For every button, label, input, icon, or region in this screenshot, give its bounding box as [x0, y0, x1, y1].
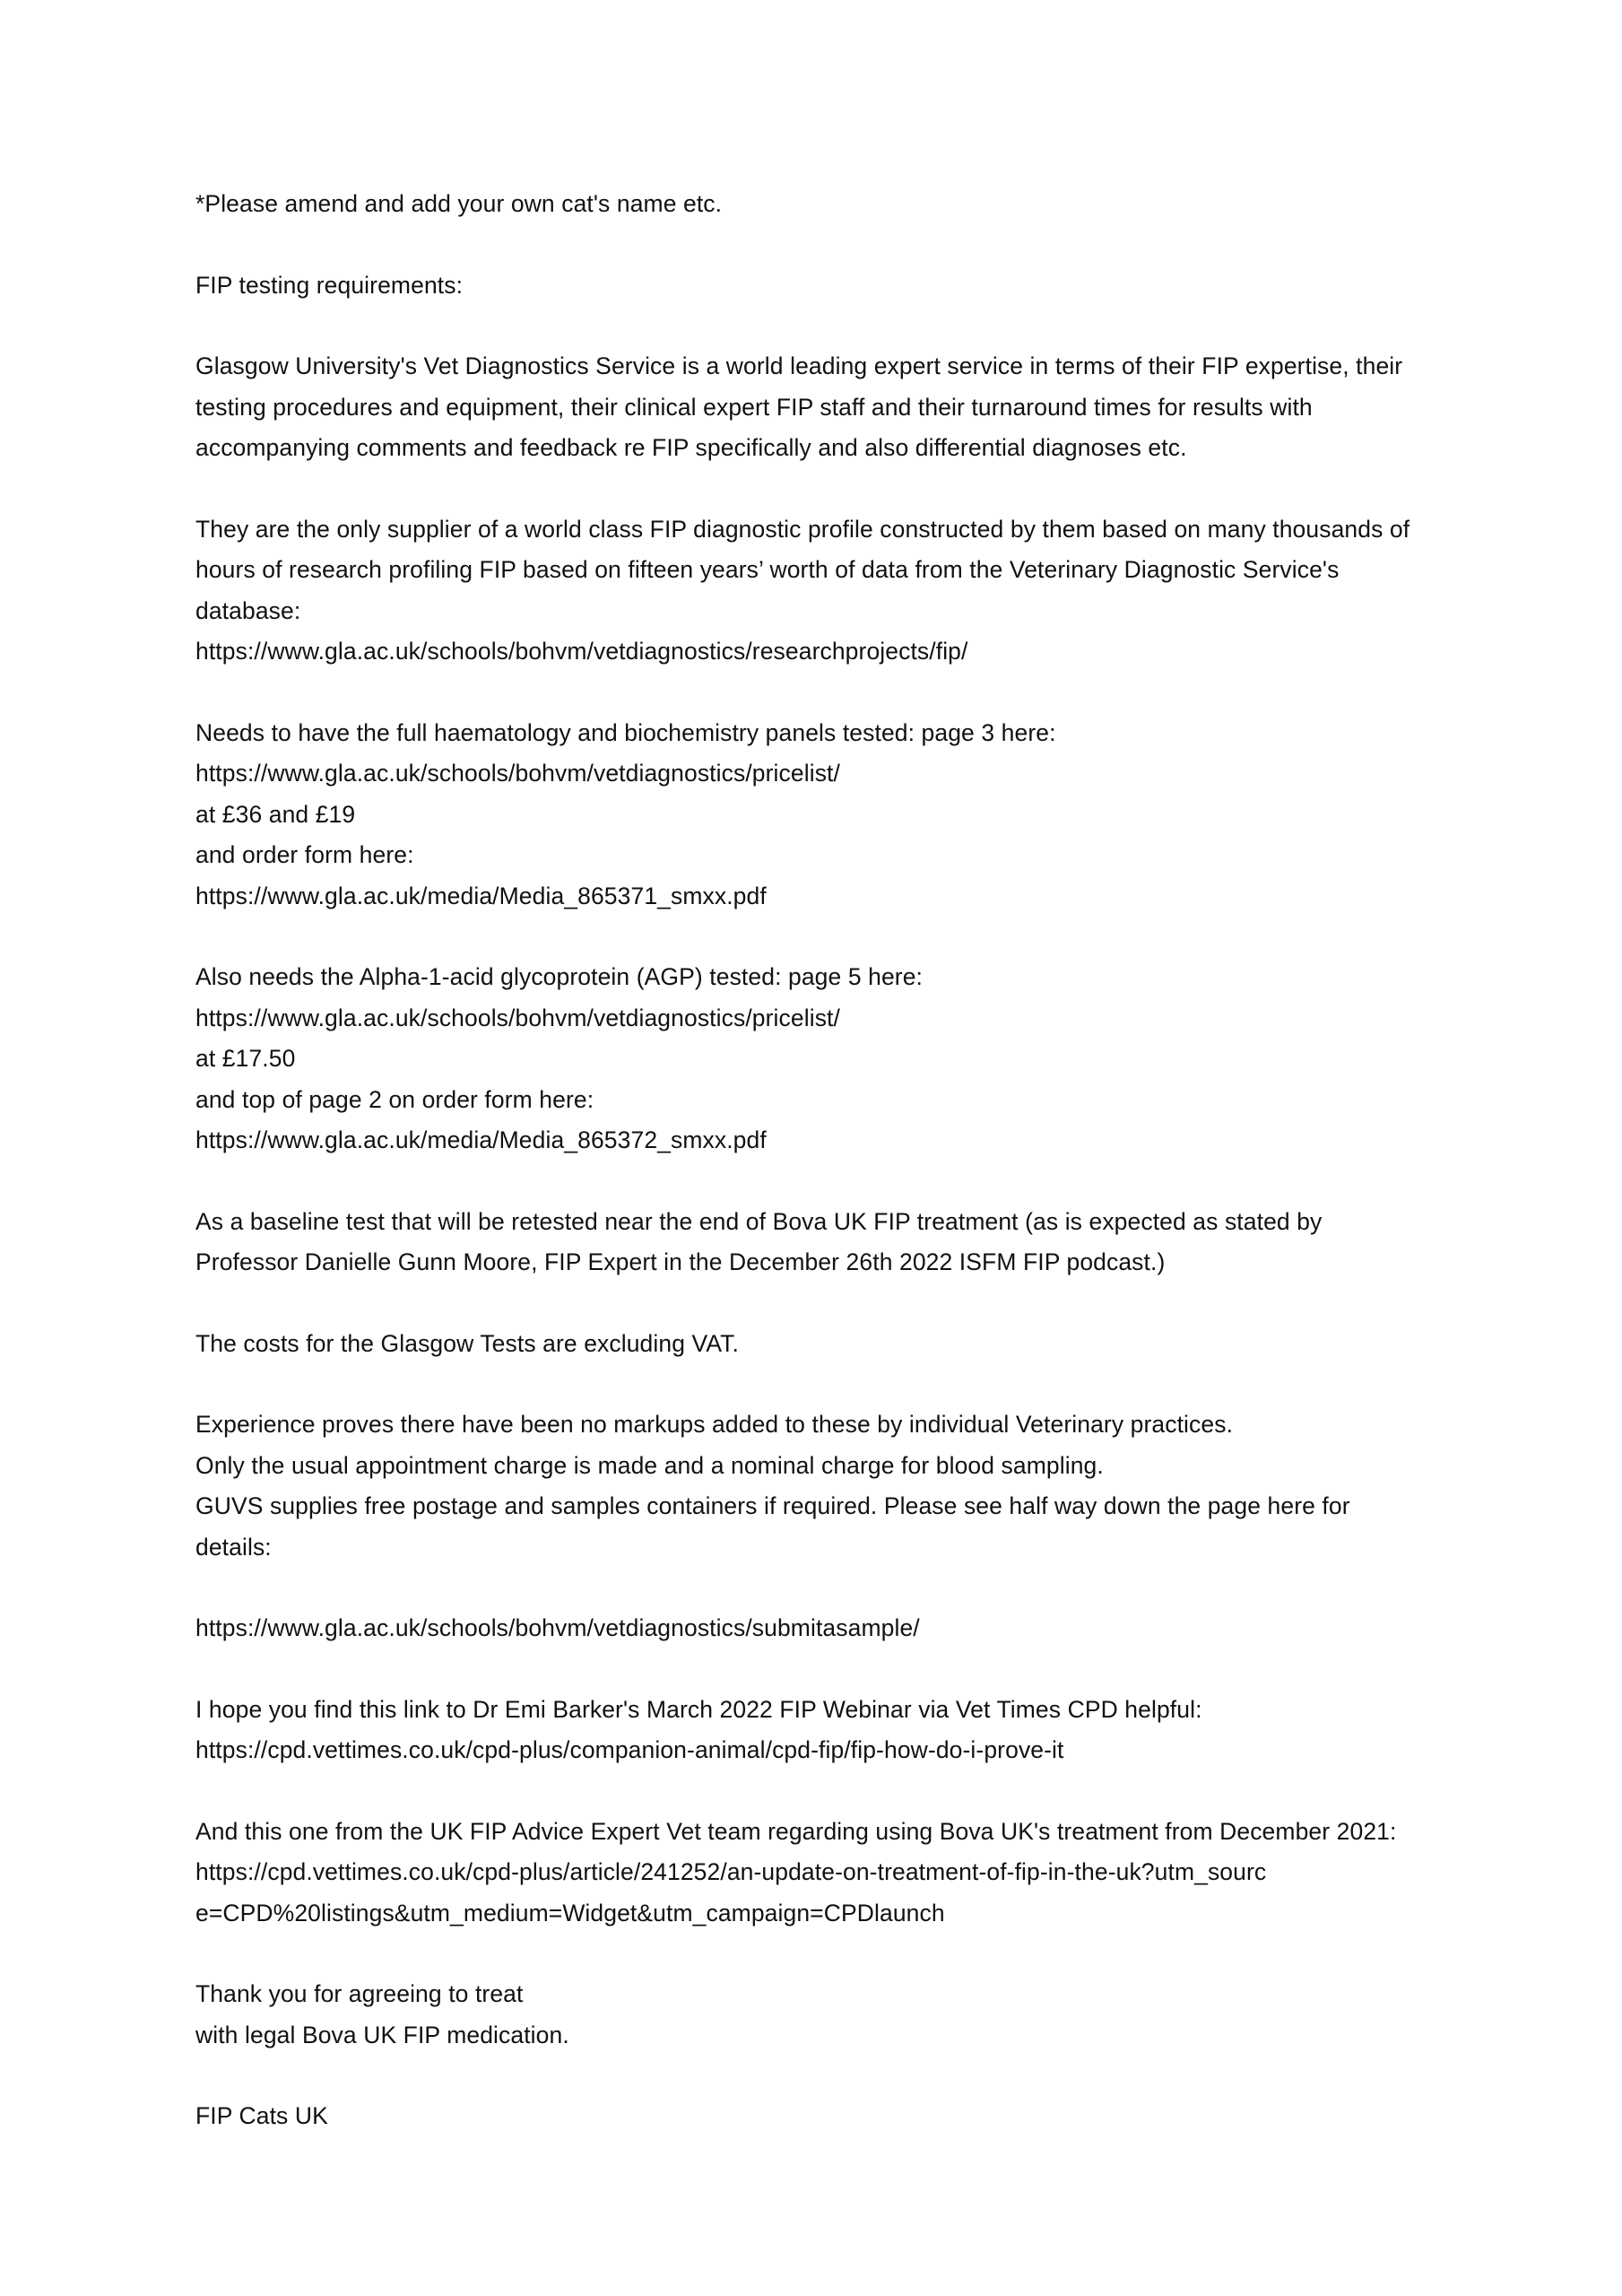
paragraph-no-markups: [195, 1405, 1429, 1568]
link-fip-update-article-part2[interactable]: e=CPD%20listings&utm_medium=Widget&utm_campaign=CPDlaunch: [195, 1899, 945, 1926]
text-line: They are the only supplier of a world class FIP diagnostic profile constructed by them based on many thousands of hours of research profiling FIP based on fifteen years’ worth of data from the Veterinary Diagnostic Service's database:: [195, 515, 1417, 624]
link-pricelist-haematology[interactable]: https://www.gla.ac.uk/schools/bohvm/vetdiagnostics/pricelist/: [195, 760, 840, 787]
paragraph-note: [195, 184, 1429, 225]
paragraph-haematology-panels: [195, 713, 1429, 918]
document-body: [195, 184, 1429, 2137]
text-line-order-form-label-agp: and top of page 2 on order form here:: [195, 1085, 594, 1113]
paragraph-signature: [195, 2096, 1429, 2137]
paragraph-baseline-test: [195, 1202, 1429, 1283]
link-submit-a-sample[interactable]: https://www.gla.ac.uk/schools/bohvm/vetdiagnostics/submitasample/: [195, 1614, 920, 1641]
text-line: And this one from the UK FIP Advice Expert Vet team regarding using Bova UK's treatment from December 2021:: [195, 1817, 1397, 1845]
text-line-order-form-label: and order form here:: [195, 841, 414, 868]
text-line: Only the usual appointment charge is made and a nominal charge for blood sampling.: [195, 1451, 1104, 1479]
link-fip-update-article-part1[interactable]: https://cpd.vettimes.co.uk/cpd-plus/article/241252/an-update-on-treatment-of-fip-in-the-uk?utm_sourc: [195, 1858, 1267, 1885]
text-line: GUVS supplies free postage and samples containers if required. Please see half way down the page here for details:: [195, 1492, 1357, 1561]
text-line-price-agp: at £17.50: [195, 1045, 296, 1072]
text-line: Glasgow University's Vet Diagnostics Service is a world leading expert service in terms of their FIP expertise, their testing procedures and equipment, their clinical expert FIP staff and their turnaround times for results with accompanying comments and feedback re FIP specifically and also differential diagnoses etc.: [195, 352, 1409, 461]
text-line: As a baseline test that will be retested near the end of Bova UK FIP treatment (as is expected as stated by Professor Danielle Gunn Moore, FIP Expert in the December 26th 2022 ISFM FIP podcast.): [195, 1207, 1329, 1275]
paragraph-thank-you: [195, 1974, 1429, 2056]
text-line: The costs for the Glasgow Tests are excluding VAT.: [195, 1329, 739, 1357]
paragraph-costs-vat: [195, 1324, 1429, 1365]
text-line: Needs to have the full haematology and biochemistry panels tested: page 3 here:: [195, 718, 1056, 746]
text-line-price-haematology: at £36 and £19: [195, 800, 356, 828]
paragraph-heading-fip-testing: [195, 265, 1429, 307]
paragraph-glasgow-intro: [195, 346, 1429, 469]
link-order-form-865371[interactable]: https://www.gla.ac.uk/media/Media_865371_smxx.pdf: [195, 882, 767, 909]
link-research-projects-fip[interactable]: https://www.gla.ac.uk/schools/bohvm/vetdiagnostics/researchprojects/fip/: [195, 638, 968, 665]
paragraph-only-supplier: [195, 509, 1429, 673]
text-line: I hope you find this link to Dr Emi Barker's March 2022 FIP Webinar via Vet Times CPD helpful:: [195, 1695, 1202, 1723]
text-line: FIP Cats UK: [195, 2102, 328, 2129]
text-line: Thank you for agreeing to treat: [195, 1980, 524, 2007]
link-order-form-865372[interactable]: https://www.gla.ac.uk/media/Media_865372_smxx.pdf: [195, 1126, 767, 1153]
text-line: *Please amend and add your own cat's name etc.: [195, 190, 723, 217]
text-line: Experience proves there have been no markups added to these by individual Veterinary practices.: [195, 1411, 1234, 1438]
paragraph-uk-fip-advice-link: [195, 1812, 1429, 1935]
text-line: with legal Bova UK FIP medication.: [195, 2021, 569, 2048]
link-pricelist-agp[interactable]: https://www.gla.ac.uk/schools/bohvm/vetdiagnostics/pricelist/: [195, 1004, 840, 1031]
text-line: Also needs the Alpha-1-acid glycoprotein (AGP) tested: page 5 here:: [195, 963, 924, 990]
paragraph-webinar-link: [195, 1690, 1429, 1771]
paragraph-agp-test: [195, 957, 1429, 1161]
paragraph-submit-a-sample-link: [195, 1608, 1429, 1649]
text-line: FIP testing requirements:: [195, 271, 464, 299]
link-fip-webinar-cpd[interactable]: https://cpd.vettimes.co.uk/cpd-plus/companion-animal/cpd-fip/fip-how-do-i-prove-it: [195, 1736, 1064, 1763]
